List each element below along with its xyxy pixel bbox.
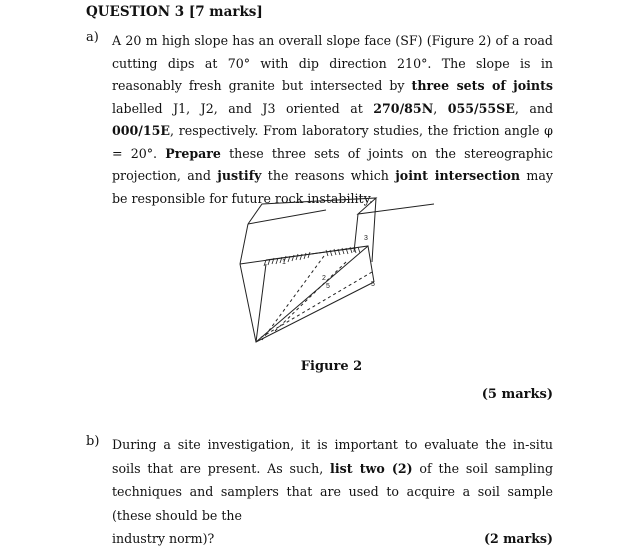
figure-caption: Figure 2: [300, 359, 363, 374]
part-a-label: a): [86, 30, 99, 45]
part-a-text: A 20 m high slope has an overall slope face (SF) (Figure 2) of a road cutting dips at 70° with dip direction 210°. The slope is in reasonably fresh granite but intersected by three sets of joints labelled J1, J2, and J3 oriented at 270/85N, 055/55SE, and 000/15E, respectively. From laboratory studies, the friction angle φ = 20°. Prepare these three sets of joints on the stereographic projection, and justify the reasons which joint intersection may be responsible for future rock instability.: [112, 33, 554, 206]
question-heading: QUESTION 3 [7 marks]: [86, 4, 263, 20]
slope-joint-figure: [226, 192, 436, 354]
part-a-marks: (5 marks): [481, 387, 553, 402]
label-5a: 5: [326, 283, 330, 290]
label-3: 3: [364, 235, 368, 242]
label-2: 2: [322, 275, 326, 282]
part-b-marks: (2 marks): [483, 531, 553, 546]
label-5b: 5: [371, 281, 375, 288]
part-b-text: During a site investigation, it is important to evaluate the in-situ soils that are present. As such, list two (2) of the soil sampling techniques and samplers that are used to acquire a soil sample (these should be the industry norm)? (2 marks): [112, 433, 553, 551]
label-1: 1: [282, 259, 286, 266]
part-b-last-line: industry norm)?: [112, 531, 215, 546]
part-b-label: b): [86, 434, 100, 449]
